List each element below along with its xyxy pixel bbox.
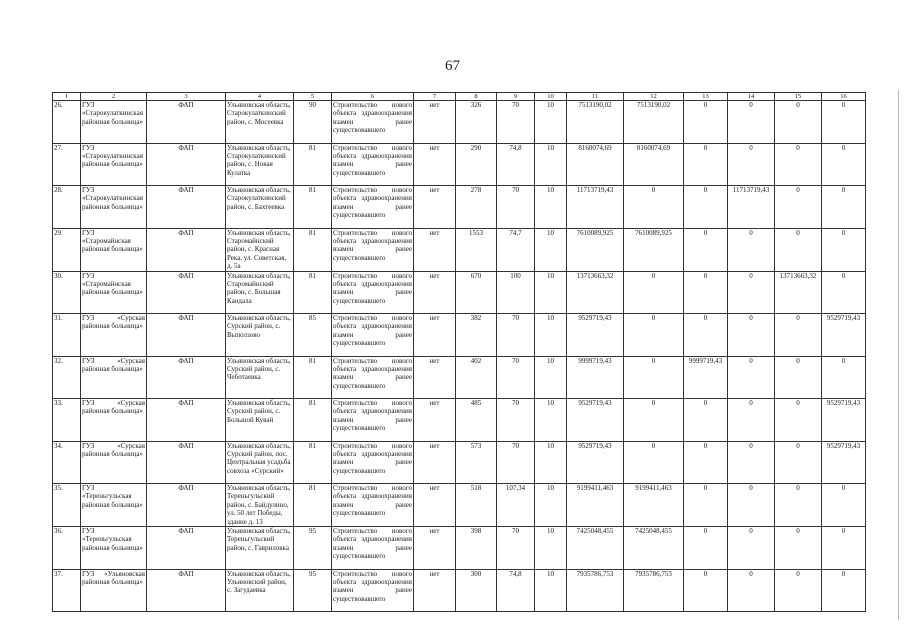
cell-facility-type: ФАП: [147, 569, 226, 612]
cell-col14-amount: 0: [728, 484, 775, 527]
cell-col7-value: нет: [414, 186, 456, 229]
page-number: 67: [445, 58, 460, 74]
table-row: [53, 527, 866, 570]
cell-col15-amount: 0: [775, 484, 822, 527]
column-number-15: 15: [775, 93, 822, 101]
cell-organization: ГУЗ «Сурская районная больница»: [81, 399, 147, 442]
cell-col5-value: 90: [294, 101, 332, 144]
cell-work-type: Строительство нового объекта здравоохранения взамен ранее существовавшего: [332, 399, 414, 442]
cell-col10-value: 10: [535, 143, 567, 186]
cell-col12-amount: 0: [624, 399, 684, 442]
cell-col10-value: 10: [535, 399, 567, 442]
cell-col8-value: 398: [456, 527, 497, 570]
table-row: [53, 441, 866, 484]
cell-col10-value: 10: [535, 101, 567, 144]
cell-address: Ульяновская область, Старокулаткинский район, с. Новая Кулатка: [226, 143, 294, 186]
cell-work-type: Строительство нового объекта здравоохранения взамен ранее существовавшего: [332, 143, 414, 186]
cell-organization: ГУЗ «Тереньгульская районная больница»: [81, 527, 147, 570]
cell-col9-value: 100: [497, 271, 535, 314]
cell-col15-amount: 0: [775, 314, 822, 357]
cell-row-number: 34.: [53, 441, 81, 484]
cell-col16-amount: 0: [822, 484, 866, 527]
cell-col9-value: 74,8: [497, 569, 535, 612]
cell-address: Ульяновская область, Сурский район, с. Выползово: [226, 314, 294, 357]
cell-col8-value: 382: [456, 314, 497, 357]
cell-total-cost: 11713719,43: [567, 186, 624, 229]
table-row: [53, 186, 866, 229]
cell-col15-amount: 0: [775, 143, 822, 186]
cell-col7-value: нет: [414, 271, 456, 314]
cell-total-cost: 9529719,43: [567, 399, 624, 442]
column-number-2: 2: [81, 93, 147, 101]
cell-col5-value: 95: [294, 527, 332, 570]
cell-col7-value: нет: [414, 527, 456, 570]
table-row: [53, 228, 866, 271]
cell-col13-amount: 0: [684, 143, 728, 186]
cell-col5-value: 85: [294, 314, 332, 357]
cell-col10-value: 10: [535, 271, 567, 314]
cell-col14-amount: 0: [728, 271, 775, 314]
cell-total-cost: 13713663,32: [567, 271, 624, 314]
cell-col12-amount: 0: [624, 441, 684, 484]
cell-col13-amount: 0: [684, 399, 728, 442]
cell-facility-type: ФАП: [147, 441, 226, 484]
cell-col10-value: 10: [535, 356, 567, 399]
cell-col14-amount: 0: [728, 356, 775, 399]
column-number-10: 10: [535, 93, 567, 101]
cell-row-number: 29.: [53, 228, 81, 271]
cell-col9-value: 70: [497, 314, 535, 357]
cell-col13-amount: 9999719,43: [684, 356, 728, 399]
cell-col9-value: 70: [497, 101, 535, 144]
cell-col15-amount: 13713663,32: [775, 271, 822, 314]
table-row: [53, 356, 866, 399]
cell-work-type: Строительство нового объекта здравоохранения взамен ранее существовавшего: [332, 484, 414, 527]
cell-total-cost: 7610089,925: [567, 228, 624, 271]
cell-col15-amount: 0: [775, 186, 822, 229]
cell-facility-type: ФАП: [147, 186, 226, 229]
cell-total-cost: 9199411,463: [567, 484, 624, 527]
cell-facility-type: ФАП: [147, 314, 226, 357]
cell-col8-value: 300: [456, 569, 497, 612]
cell-col14-amount: 0: [728, 399, 775, 442]
table-row: [53, 143, 866, 186]
cell-col9-value: 74,7: [497, 228, 535, 271]
cell-col8-value: 485: [456, 399, 497, 442]
cell-work-type: Строительство нового объекта здравоохранения взамен ранее существовавшего: [332, 271, 414, 314]
cell-col7-value: нет: [414, 356, 456, 399]
cell-row-number: 33.: [53, 399, 81, 442]
cell-col16-amount: 9529719,43: [822, 441, 866, 484]
cell-col13-amount: 0: [684, 569, 728, 612]
cell-col15-amount: 0: [775, 569, 822, 612]
cell-work-type: Строительство нового объекта здравоохранения взамен ранее существовавшего: [332, 101, 414, 144]
cell-col15-amount: 0: [775, 356, 822, 399]
cell-col14-amount: 0: [728, 527, 775, 570]
cell-col12-amount: 0: [624, 186, 684, 229]
cell-col12-amount: 7425048,455: [624, 527, 684, 570]
cell-col5-value: 81: [294, 271, 332, 314]
cell-work-type: Строительство нового объекта здравоохранения взамен ранее существовавшего: [332, 314, 414, 357]
column-number-6: 6: [332, 93, 414, 101]
cell-facility-type: ФАП: [147, 484, 226, 527]
cell-col7-value: нет: [414, 143, 456, 186]
table-row: [53, 569, 866, 612]
cell-total-cost: 9529719,43: [567, 441, 624, 484]
column-number-14: 14: [728, 93, 775, 101]
cell-col5-value: 81: [294, 484, 332, 527]
cell-row-number: 27.: [53, 143, 81, 186]
cell-total-cost: 7935786,753: [567, 569, 624, 612]
cell-col8-value: 670: [456, 271, 497, 314]
cell-work-type: Строительство нового объекта здравоохранения взамен ранее существовавшего: [332, 441, 414, 484]
cell-facility-type: ФАП: [147, 271, 226, 314]
cell-total-cost: 7513190,02: [567, 101, 624, 144]
cell-col12-amount: 8160074,69: [624, 143, 684, 186]
cell-work-type: Строительство нового объекта здравоохранения взамен ранее существовавшего: [332, 569, 414, 612]
column-number-16: 16: [822, 93, 866, 101]
cell-col16-amount: 0: [822, 527, 866, 570]
cell-col13-amount: 0: [684, 186, 728, 229]
cell-col7-value: нет: [414, 441, 456, 484]
table-row: [53, 399, 866, 442]
cell-col8-value: 290: [456, 143, 497, 186]
cell-col12-amount: 7935786,753: [624, 569, 684, 612]
cell-row-number: 30.: [53, 271, 81, 314]
facilities-table: [52, 92, 866, 612]
cell-col8-value: 278: [456, 186, 497, 229]
table-row: [53, 101, 866, 144]
cell-col10-value: 10: [535, 186, 567, 229]
cell-col10-value: 10: [535, 484, 567, 527]
cell-col15-amount: 0: [775, 228, 822, 271]
cell-col7-value: нет: [414, 484, 456, 527]
cell-col16-amount: 0: [822, 143, 866, 186]
cell-col7-value: нет: [414, 314, 456, 357]
cell-col14-amount: 0: [728, 441, 775, 484]
cell-organization: ГУЗ «Старомайнская районная больница»: [81, 228, 147, 271]
table-row: [53, 271, 866, 314]
cell-organization: ГУЗ «Сурская районная больница»: [81, 356, 147, 399]
cell-row-number: 31.: [53, 314, 81, 357]
cell-row-number: 35.: [53, 484, 81, 527]
cell-col9-value: 107,34: [497, 484, 535, 527]
cell-col16-amount: 0: [822, 186, 866, 229]
cell-address: Ульяновская область, Ульяновский район, с. Загудаевка: [226, 569, 294, 612]
cell-total-cost: 9529719,43: [567, 314, 624, 357]
cell-col10-value: 10: [535, 228, 567, 271]
column-number-1: 1: [53, 93, 81, 101]
cell-row-number: 28.: [53, 186, 81, 229]
cell-address: Ульяновская область, Старокулаткинский район, с. Мосеевка: [226, 101, 294, 144]
cell-col5-value: 81: [294, 143, 332, 186]
cell-address: Ульяновская область, Старомайнский район, с. Красная Река, ул. Советская, д. 5а: [226, 228, 294, 271]
column-number-4: 4: [226, 93, 294, 101]
cell-col15-amount: 0: [775, 101, 822, 144]
cell-col9-value: 74,8: [497, 143, 535, 186]
cell-col5-value: 81: [294, 356, 332, 399]
cell-row-number: 37.: [53, 569, 81, 612]
cell-col14-amount: 0: [728, 101, 775, 144]
cell-col12-amount: 9199411,463: [624, 484, 684, 527]
cell-facility-type: ФАП: [147, 228, 226, 271]
cell-col9-value: 70: [497, 399, 535, 442]
column-number-3: 3: [147, 93, 226, 101]
cell-col10-value: 10: [535, 569, 567, 612]
cell-work-type: Строительство нового объекта здравоохранения взамен ранее существовавшего: [332, 356, 414, 399]
table-row: [53, 314, 866, 357]
cell-col9-value: 70: [497, 441, 535, 484]
cell-address: Ульяновская область, Старомайнский район, с. Большая Кандала: [226, 271, 294, 314]
column-number-5: 5: [294, 93, 332, 101]
cell-col16-amount: 9529719,43: [822, 314, 866, 357]
column-number-row: [53, 93, 866, 101]
column-number-9: 9: [497, 93, 535, 101]
cell-col13-amount: 0: [684, 101, 728, 144]
cell-facility-type: ФАП: [147, 101, 226, 144]
cell-work-type: Строительство нового объекта здравоохранения взамен ранее существовавшего: [332, 186, 414, 229]
cell-organization: ГУЗ «Старокулаткинская районная больница»: [81, 101, 147, 144]
column-number-7: 7: [414, 93, 456, 101]
cell-col7-value: нет: [414, 228, 456, 271]
cell-col16-amount: 0: [822, 356, 866, 399]
cell-col12-amount: 0: [624, 314, 684, 357]
cell-work-type: Строительство нового объекта здравоохранения взамен ранее существовавшего: [332, 228, 414, 271]
cell-col14-amount: 0: [728, 143, 775, 186]
cell-row-number: 32.: [53, 356, 81, 399]
cell-total-cost: 8160074,69: [567, 143, 624, 186]
cell-row-number: 26.: [53, 101, 81, 144]
cell-col7-value: нет: [414, 101, 456, 144]
cell-organization: ГУЗ «Тереньгульская районная больница»: [81, 484, 147, 527]
cell-col10-value: 10: [535, 314, 567, 357]
table-row: [53, 484, 866, 527]
cell-col14-amount: 0: [728, 314, 775, 357]
cell-col10-value: 10: [535, 441, 567, 484]
cell-facility-type: ФАП: [147, 143, 226, 186]
column-number-13: 13: [684, 93, 728, 101]
cell-col15-amount: 0: [775, 441, 822, 484]
cell-col9-value: 70: [497, 356, 535, 399]
cell-col8-value: 518: [456, 484, 497, 527]
cell-col12-amount: 7513190,02: [624, 101, 684, 144]
cell-organization: ГУЗ «Ульяновская районная больница»: [81, 569, 147, 612]
cell-col16-amount: 0: [822, 271, 866, 314]
cell-col14-amount: 0: [728, 569, 775, 612]
cell-col5-value: 81: [294, 228, 332, 271]
cell-col5-value: 81: [294, 441, 332, 484]
cell-work-type: Строительство нового объекта здравоохранения взамен ранее существовавшего: [332, 527, 414, 570]
cell-total-cost: 7425048,455: [567, 527, 624, 570]
cell-address: Ульяновская область, Старокулаткинский район, с. Бахтеевка: [226, 186, 294, 229]
cell-col16-amount: 0: [822, 101, 866, 144]
cell-total-cost: 9999719,43: [567, 356, 624, 399]
cell-col15-amount: 0: [775, 527, 822, 570]
column-number-11: 11: [567, 93, 624, 101]
cell-col7-value: нет: [414, 569, 456, 612]
cell-col13-amount: 0: [684, 228, 728, 271]
cell-col9-value: 70: [497, 527, 535, 570]
cell-facility-type: ФАП: [147, 399, 226, 442]
scan-edge: [898, 90, 899, 620]
cell-col12-amount: 7610089,925: [624, 228, 684, 271]
cell-col15-amount: 0: [775, 399, 822, 442]
cell-row-number: 36.: [53, 527, 81, 570]
cell-col10-value: 10: [535, 527, 567, 570]
cell-organization: ГУЗ «Старокулаткинская районная больница»: [81, 143, 147, 186]
cell-col13-amount: 0: [684, 441, 728, 484]
cell-facility-type: ФАП: [147, 356, 226, 399]
cell-address: Ульяновская область, Тереньгульский район, с. Гавриловка: [226, 527, 294, 570]
cell-col8-value: 1553: [456, 228, 497, 271]
cell-col16-amount: 0: [822, 228, 866, 271]
column-number-12: 12: [624, 93, 684, 101]
cell-address: Ульяновская область, Сурский район, пос. Центральная усадьба совхоза «Сурский»: [226, 441, 294, 484]
cell-col7-value: нет: [414, 399, 456, 442]
cell-col16-amount: 0: [822, 569, 866, 612]
cell-col5-value: 95: [294, 569, 332, 612]
cell-col14-amount: 0: [728, 228, 775, 271]
cell-organization: ГУЗ «Сурская районная больница»: [81, 314, 147, 357]
cell-facility-type: ФАП: [147, 527, 226, 570]
cell-col8-value: 326: [456, 101, 497, 144]
cell-organization: ГУЗ «Старомайнская районная больница»: [81, 271, 147, 314]
cell-col16-amount: 9529719,43: [822, 399, 866, 442]
cell-col14-amount: 11713719,43: [728, 186, 775, 229]
cell-col13-amount: 0: [684, 527, 728, 570]
cell-col8-value: 573: [456, 441, 497, 484]
cell-col8-value: 402: [456, 356, 497, 399]
cell-organization: ГУЗ «Старокулаткинская районная больница»: [81, 186, 147, 229]
column-number-8: 8: [456, 93, 497, 101]
cell-address: Ульяновская область, Сурский район, с. Большой Кувай: [226, 399, 294, 442]
cell-col9-value: 70: [497, 186, 535, 229]
cell-col12-amount: 0: [624, 271, 684, 314]
cell-col5-value: 81: [294, 399, 332, 442]
cell-col12-amount: 0: [624, 356, 684, 399]
cell-address: Ульяновская область, Сурский район, с. Чеботаевка: [226, 356, 294, 399]
cell-col5-value: 81: [294, 186, 332, 229]
cell-address: Ульяновская область, Тереньгульский район, с. Байдулино, ул. 50 лет Победы, здание д. 13: [226, 484, 294, 527]
cell-col13-amount: 0: [684, 271, 728, 314]
cell-organization: ГУЗ «Сурская районная больница»: [81, 441, 147, 484]
cell-col13-amount: 0: [684, 484, 728, 527]
cell-col13-amount: 0: [684, 314, 728, 357]
